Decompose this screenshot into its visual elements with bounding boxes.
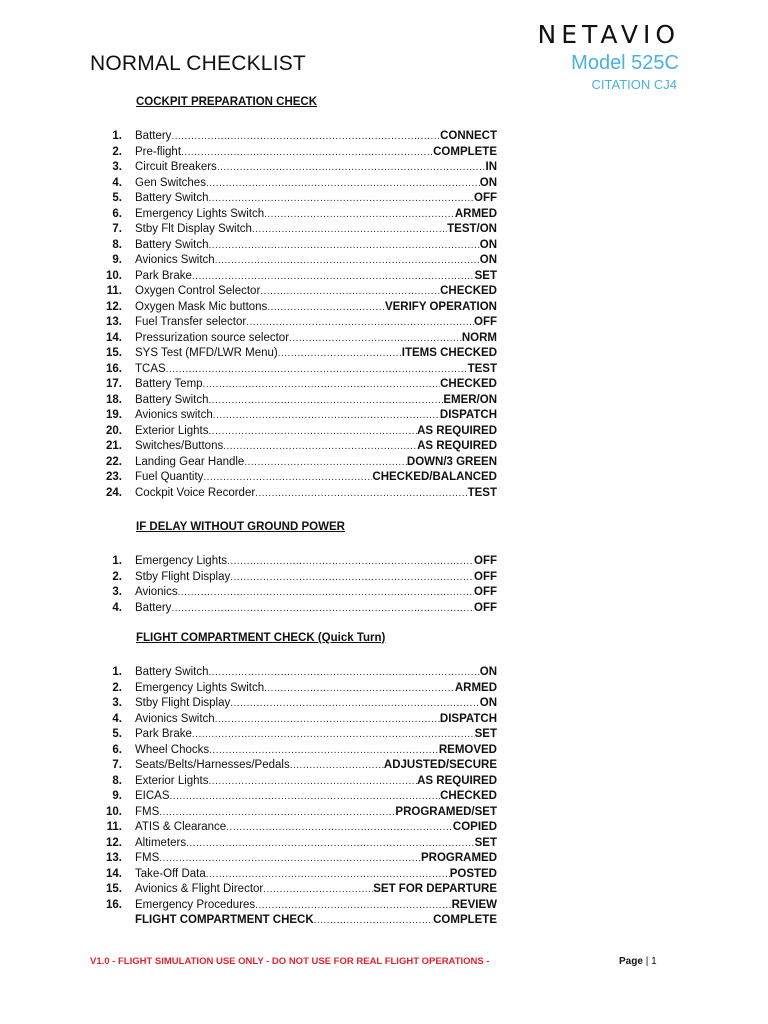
dot-leader: [166, 362, 468, 378]
checklist-item: [100, 284, 500, 300]
dot-leader: [192, 727, 475, 743]
item-value: COPIED: [452, 821, 497, 833]
page-label: Page: [619, 956, 643, 967]
dot-leader: [203, 470, 372, 486]
item-label: Stby Flight Display: [135, 570, 231, 583]
checklist-item: [100, 696, 500, 712]
item-label: Cockpit Voice Recorder: [135, 486, 256, 499]
item-label: Take-Off Data: [135, 867, 206, 880]
checklist-item: [100, 176, 500, 192]
checklist-item: [100, 393, 500, 409]
item-number: 3.: [112, 586, 122, 598]
checklist-item: [100, 867, 500, 883]
checklist-item: [100, 774, 500, 790]
dot-leader: [178, 585, 474, 601]
checklist-item: [100, 238, 500, 254]
item-value: ARMED: [454, 681, 497, 694]
item-value: AS REQUIRED: [417, 424, 497, 437]
item-label: Emergency Lights: [135, 555, 228, 567]
item-number: 5.: [112, 728, 122, 740]
item-label: Wheel Chocks: [135, 743, 210, 756]
dot-leader: [215, 253, 480, 269]
item-number: 1.: [112, 666, 122, 678]
dot-leader: [171, 129, 440, 145]
dot-leader: [264, 681, 455, 697]
item-value: REVIEW: [451, 898, 497, 911]
dot-leader: [252, 222, 447, 238]
item-label: Emergency Procedures: [135, 898, 256, 911]
section-flight-compartment-check: [100, 631, 500, 929]
checklist-item: [100, 789, 500, 805]
item-label: Exterior Lights: [135, 424, 209, 437]
item-number: 4.: [112, 601, 122, 614]
item-value: OFF: [474, 601, 497, 614]
item-number: 3.: [112, 697, 122, 709]
dot-leader: [263, 882, 373, 898]
item-label: Fuel Quantity: [135, 471, 204, 483]
dot-leader: [230, 696, 480, 712]
item-label: SYS Test (MFD/LWR Menu): [135, 347, 278, 359]
item-label: Gen Switches: [135, 176, 206, 189]
dot-leader: [171, 601, 474, 617]
item-value: OFF: [474, 192, 497, 204]
checklist-item: [100, 145, 500, 161]
item-label: FLIGHT COMPARTMENT CHECK: [135, 914, 314, 926]
item-number: 8.: [112, 774, 122, 787]
dot-leader: [209, 424, 418, 440]
section-heading: IF DELAY WITHOUT GROUND POWER: [136, 521, 345, 533]
checklist-item: [100, 585, 500, 601]
item-number: 15.: [106, 883, 122, 895]
checklist-item: [100, 253, 500, 269]
checklist-item: [100, 820, 500, 836]
item-label: Battery: [135, 601, 172, 614]
item-value: CHECKED/BALANCED: [372, 471, 497, 483]
dot-leader: [255, 898, 451, 914]
checklist-items: [100, 129, 500, 501]
dot-leader: [209, 774, 418, 790]
item-value: COMPLETE: [433, 914, 497, 926]
checklist-item: [100, 665, 500, 681]
dot-leader: [186, 836, 475, 852]
item-label: Stby Flight Display: [135, 697, 231, 709]
item-label: Pressurization source selector: [135, 331, 290, 344]
dot-leader: [264, 207, 455, 223]
item-label: Park Brake: [135, 269, 192, 282]
dot-leader: [181, 145, 433, 161]
item-number: 16.: [106, 362, 122, 375]
checklist-item: [100, 570, 500, 586]
item-label: Pre-flight: [135, 145, 182, 158]
item-value: DOWN/3 GREEN: [406, 455, 497, 468]
dot-leader: [230, 570, 474, 586]
dot-leader: [203, 377, 441, 393]
item-label: Avionics Switch: [135, 712, 215, 725]
item-label: Battery Switch: [135, 238, 209, 251]
item-label: Avionics & Flight Director: [135, 883, 264, 895]
item-value: AS REQUIRED: [417, 440, 497, 452]
dot-leader: [244, 455, 407, 471]
item-label: Park Brake: [135, 728, 192, 740]
model-title: Model 525C: [571, 52, 679, 74]
checklist-item: [100, 554, 500, 570]
dot-leader: [227, 554, 474, 570]
checklist-item: [100, 300, 500, 316]
item-label: Circuit Breakers: [135, 161, 217, 173]
item-number: 3.: [112, 161, 122, 173]
item-number: 14.: [106, 331, 122, 344]
checklist-item: [100, 898, 500, 914]
dot-leader: [215, 712, 440, 728]
item-value: COMPLETE: [433, 145, 497, 158]
dot-leader: [192, 269, 475, 285]
checklist-item: [100, 851, 500, 867]
item-value: PROGRAMED/SET: [395, 805, 497, 818]
item-label: Battery Switch: [135, 393, 209, 406]
dot-leader: [206, 867, 450, 883]
dot-leader: [278, 346, 402, 362]
checklist-item: [100, 346, 500, 362]
item-number: 2.: [112, 145, 122, 158]
item-value: PROGRAMED: [420, 852, 497, 864]
dot-leader: [209, 743, 439, 759]
item-value: ON: [479, 666, 497, 678]
item-label: FMS: [135, 805, 160, 818]
item-value: SET: [474, 269, 497, 282]
item-value: ON: [479, 254, 497, 266]
item-number: 22.: [106, 455, 122, 468]
item-number: 7.: [112, 223, 122, 235]
item-value: OFF: [474, 316, 497, 328]
item-number: 8.: [112, 238, 122, 251]
item-number: 11.: [106, 821, 122, 833]
item-label: Stby Flt Display Switch: [135, 223, 252, 235]
dot-leader: [217, 160, 486, 176]
page-number: | 1: [645, 956, 657, 967]
item-value: OFF: [474, 570, 497, 583]
checklist-item: [100, 836, 500, 852]
item-value: EMER/ON: [443, 393, 497, 406]
item-number: 9.: [112, 790, 122, 802]
checklist-item: [100, 408, 500, 424]
item-label: Switches/Buttons: [135, 440, 224, 452]
checklist-item: [100, 601, 500, 617]
item-value: ITEMS CHECKED: [401, 347, 497, 359]
item-label: ATIS & Clearance: [135, 821, 227, 833]
item-value: IN: [485, 161, 497, 173]
item-label: Fuel Transfer selector: [135, 316, 247, 328]
item-label: Emergency Lights Switch: [135, 681, 265, 694]
item-number: 14.: [106, 867, 122, 880]
checklist-item: [100, 743, 500, 759]
item-number: 21.: [106, 440, 122, 452]
item-label: TCAS: [135, 362, 166, 375]
item-label: Avionics Switch: [135, 254, 215, 266]
item-number: 4.: [112, 176, 122, 189]
checklist-item: [100, 269, 500, 285]
dot-leader: [289, 331, 462, 347]
item-number: 6.: [112, 207, 122, 220]
item-number: 4.: [112, 712, 122, 725]
checklist-items: [100, 554, 500, 616]
checklist-item: [100, 486, 500, 502]
dot-leader: [209, 393, 444, 409]
dot-leader: [260, 284, 440, 300]
checklist-item: [100, 882, 500, 898]
model-subtitle: CITATION CJ4: [591, 77, 677, 92]
item-value: DISPATCH: [439, 712, 497, 725]
item-value: CHECKED: [440, 285, 497, 297]
item-number: 10.: [106, 805, 122, 818]
item-value: CONNECT: [440, 130, 497, 142]
item-number: 1.: [112, 555, 122, 567]
item-value: SET: [474, 836, 497, 849]
item-value: SET FOR DEPARTURE: [373, 883, 497, 895]
dot-leader: [209, 191, 475, 207]
checklist-item: [100, 805, 500, 821]
dot-leader: [255, 486, 467, 502]
item-label: Avionics switch: [135, 409, 213, 421]
item-label: Altimeters: [135, 836, 187, 849]
item-label: Battery Switch: [135, 192, 209, 204]
item-label: FMS: [135, 852, 160, 864]
item-label: Battery Temp: [135, 378, 203, 390]
item-value: POSTED: [449, 867, 497, 880]
item-number: 17.: [106, 378, 122, 390]
item-label: Oxygen Mask Mic buttons: [135, 300, 268, 313]
checklist-item: [100, 681, 500, 697]
item-number: 6.: [112, 743, 122, 756]
item-number: 1.: [112, 130, 122, 142]
item-label: EICAS: [135, 790, 170, 802]
item-value: ON: [479, 176, 497, 189]
section-heading: FLIGHT COMPARTMENT CHECK (Quick Turn): [136, 632, 386, 644]
item-label: Oxygen Control Selector: [135, 285, 261, 297]
checklist-item: [100, 712, 500, 728]
checklist-items: [100, 665, 500, 929]
footer-disclaimer: V1.0 - FLIGHT SIMULATION USE ONLY - DO NOT USE FOR REAL FLIGHT OPERATIONS -: [90, 956, 490, 967]
item-value: ARMED: [454, 207, 497, 220]
item-value: CHECKED: [440, 790, 497, 802]
checklist-item: [100, 362, 500, 378]
checklist-item: [100, 377, 500, 393]
item-number: 7.: [112, 759, 122, 771]
item-number: 16.: [106, 898, 122, 911]
item-value: VERIFY OPERATION: [384, 300, 497, 313]
checklist-item: [100, 758, 500, 774]
checklist-item: [100, 129, 500, 145]
item-label: Battery Switch: [135, 666, 209, 678]
item-value: OFF: [474, 555, 497, 567]
item-value: TEST/ON: [447, 223, 497, 235]
dot-leader: [213, 408, 440, 424]
item-number: 12.: [106, 836, 122, 849]
item-number: 10.: [106, 269, 122, 282]
section-heading: COCKPIT PREPARATION CHECK: [136, 96, 318, 108]
item-value: ADJUSTED/SECURE: [383, 759, 497, 771]
dot-leader: [246, 315, 474, 331]
checklist-item: [100, 160, 500, 176]
checklist-item: [100, 222, 500, 238]
item-number: 13.: [106, 852, 122, 864]
item-number: 12.: [106, 300, 122, 313]
checklist-item: [100, 455, 500, 471]
item-label: Avionics: [135, 586, 178, 598]
checklist-item: [100, 470, 500, 486]
item-number: 2.: [112, 681, 122, 694]
item-number: 13.: [106, 316, 122, 328]
item-number: 9.: [112, 254, 122, 266]
item-number: 5.: [112, 192, 122, 204]
item-number: 24.: [106, 486, 122, 499]
item-value: TEST: [467, 486, 497, 499]
item-value: ON: [479, 238, 497, 251]
item-label: Exterior Lights: [135, 774, 209, 787]
item-value: AS REQUIRED: [417, 774, 497, 787]
document-title: NORMAL CHECKLIST: [90, 52, 306, 75]
checklist-item: [100, 191, 500, 207]
item-value: OFF: [474, 586, 497, 598]
item-value: ON: [479, 697, 497, 709]
checklist-item: [100, 207, 500, 223]
item-value: NORM: [461, 331, 497, 344]
dot-leader: [209, 665, 480, 681]
item-label: Battery: [135, 130, 172, 142]
item-number: 20.: [106, 424, 122, 437]
item-label: Seats/Belts/Harnesses/Pedals: [135, 759, 290, 771]
item-value: REMOVED: [438, 743, 497, 756]
item-number: 23.: [106, 471, 122, 483]
dot-leader: [267, 300, 385, 316]
page-indicator: [619, 956, 657, 967]
dot-leader: [159, 805, 395, 821]
brand-logo: NETAVIO: [537, 20, 680, 49]
dot-leader: [223, 439, 417, 455]
item-value: SET: [474, 728, 497, 740]
item-number: 2.: [112, 570, 122, 583]
dot-leader: [209, 238, 480, 254]
section-delay-without-ground-power: [100, 520, 500, 616]
section-cockpit-preparation: [100, 95, 500, 501]
dot-leader: [159, 851, 421, 867]
checklist-item: [100, 727, 500, 743]
dot-leader: [290, 758, 384, 774]
dot-leader: [206, 176, 480, 192]
checklist-completion-row: [100, 913, 500, 929]
item-label: Landing Gear Handle: [135, 455, 245, 468]
item-value: CHECKED: [440, 378, 497, 390]
checklist-item: [100, 331, 500, 347]
checklist-item: [100, 424, 500, 440]
dot-leader: [314, 913, 433, 929]
checklist-item: [100, 315, 500, 331]
checklist-item: [100, 439, 500, 455]
item-number: 19.: [106, 409, 122, 421]
item-number: 18.: [106, 393, 122, 406]
item-number: 15.: [106, 347, 122, 359]
dot-leader: [226, 820, 453, 836]
item-label: Emergency Lights Switch: [135, 207, 265, 220]
item-number: 11.: [106, 285, 122, 297]
dot-leader: [170, 789, 441, 805]
item-value: TEST: [467, 362, 497, 375]
item-value: DISPATCH: [439, 409, 497, 421]
